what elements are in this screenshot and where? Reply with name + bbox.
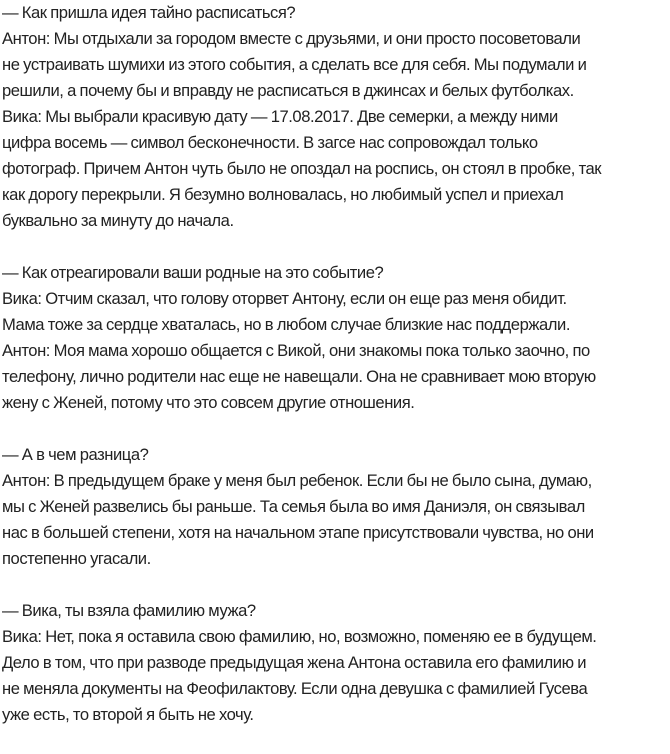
answer-line: жену с Женей, потому что это совсем другие отношения. bbox=[2, 393, 415, 412]
answer-line: буквально за минуту до начала. bbox=[2, 211, 234, 230]
qa-block-surname bbox=[2, 598, 668, 728]
answer-line: Антон: Моя мама хорошо общается с Викой, они знакомы пока только заочно, по bbox=[2, 341, 590, 360]
answer-line: постепенно угасали. bbox=[2, 549, 151, 568]
answer-line: не меняла документы на Феофилактову. Если одна девушка с фамилией Гусева bbox=[2, 679, 588, 698]
answer-line: Вика: Мы выбрали красивую дату — 17.08.2017. Две семерки, а между ними bbox=[2, 107, 558, 126]
question-line: — Как отреагировали ваши родные на это событие? bbox=[2, 263, 384, 282]
answer-line: Вика: Отчим сказал, что голову оторвет Антону, если он еще раз меня обидит. bbox=[2, 289, 567, 308]
question-line: — Вика, ты взяла фамилию мужа? bbox=[2, 601, 256, 620]
qa-block-secret-wedding bbox=[2, 0, 668, 234]
answer-line: уже есть, то второй я быть не хочу. bbox=[2, 705, 254, 724]
question-line: — А в чем разница? bbox=[2, 445, 149, 464]
answer-line: Мама тоже за сердце хваталась, но в любом случае близкие нас поддержали. bbox=[2, 315, 570, 334]
answer-line: как дорогу перекрыли. Я безумно волновалась, но любимый успел и приехал bbox=[2, 185, 564, 204]
qa-block-family-reaction bbox=[2, 260, 668, 416]
answer-line: телефону, лично родители нас еще не навещали. Она не сравнивает мою вторую bbox=[2, 367, 596, 386]
answer-line: нас в большей степени, хотя на начальном этапе присутствовали чувства, но они bbox=[2, 523, 594, 542]
question-line: — Как пришла идея тайно расписаться? bbox=[2, 3, 296, 22]
article-body bbox=[2, 0, 668, 754]
answer-line: фотограф. Причем Антон чуть было не опоздал на роспись, он стоял в пробке, так bbox=[2, 159, 602, 178]
answer-line: Дело в том, что при разводе предыдущая жена Антона оставила его фамилию и bbox=[2, 653, 587, 672]
answer-line: Антон: В предыдущем браке у меня был ребенок. Если бы не было сына, думаю, bbox=[2, 471, 592, 490]
answer-line: мы с Женей развелись бы раньше. Та семья была во имя Даниэля, он связывал bbox=[2, 497, 585, 516]
qa-block-difference bbox=[2, 442, 668, 572]
answer-line: Вика: Нет, пока я оставила свою фамилию, но, возможно, поменяю ее в будущем. bbox=[2, 627, 597, 646]
answer-line: не устраивать шумихи из этого события, а сделать все для себя. Мы подумали и bbox=[2, 55, 587, 74]
answer-line: Антон: Мы отдыхали за городом вместе с друзьями, и они просто посоветовали bbox=[2, 29, 581, 48]
answer-line: решили, а почему бы и вправду не расписаться в джинсах и белых футболках. bbox=[2, 81, 574, 100]
answer-line: цифра восемь — символ бесконечности. В загсе нас сопровождал только bbox=[2, 133, 538, 152]
